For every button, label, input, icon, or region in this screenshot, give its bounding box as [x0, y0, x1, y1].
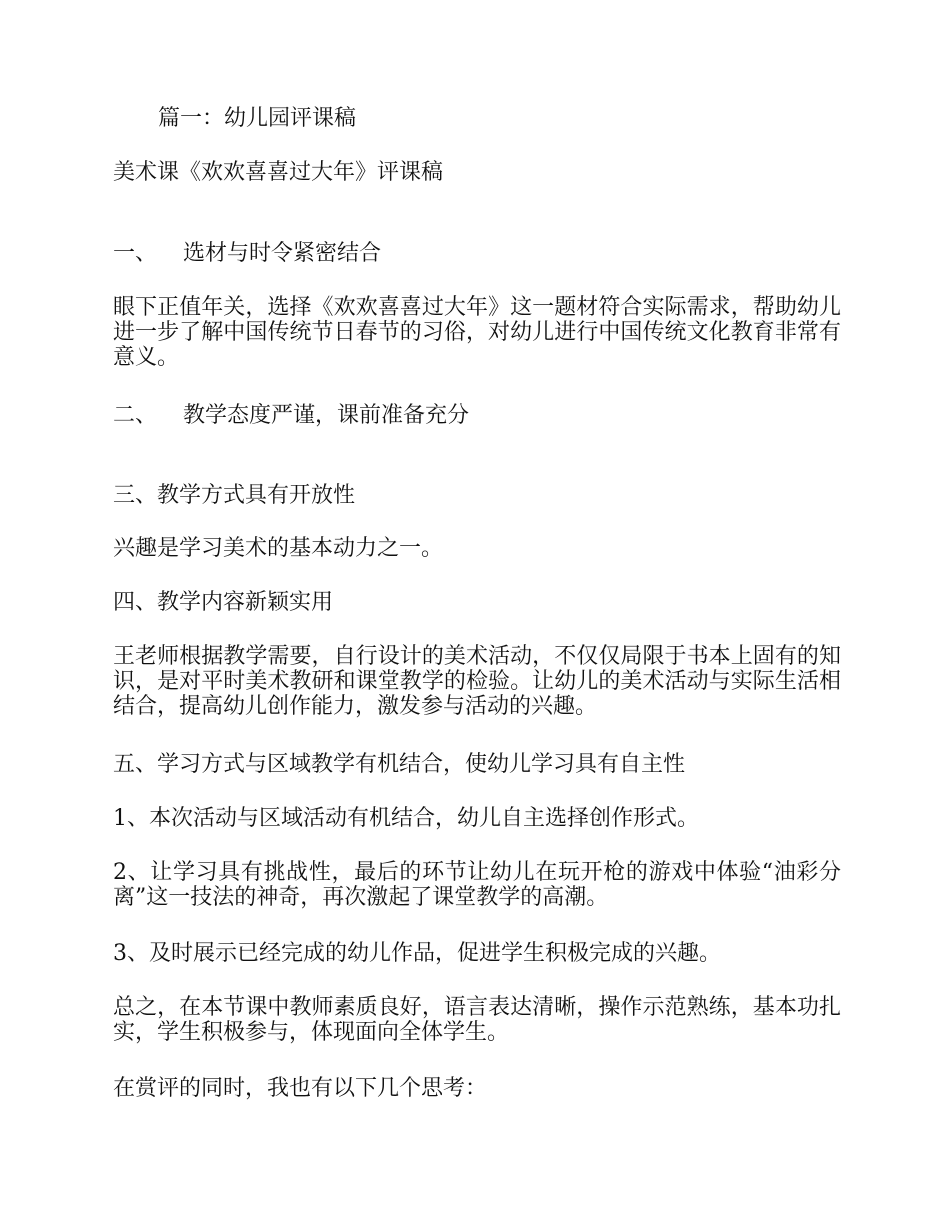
list-item: 1、本次活动与区域活动有机结合，幼儿自主选择创作形式。	[113, 806, 699, 831]
section-1-number: 一、	[113, 241, 158, 266]
section-3-paragraph: 兴趣是学习美术的基本动力之一。	[113, 536, 444, 561]
document-heading: 篇一：幼儿园评课稿	[158, 106, 357, 131]
section-1-title: 选材与时令紧密结合	[183, 241, 382, 266]
section-5-heading: 五、学习方式与区域教学有机结合，使幼儿学习具有自主性	[113, 752, 686, 777]
list-item: 3、及时展示已经完成的幼儿作品，促进学生积极完成的兴趣。	[113, 941, 721, 966]
list-item: 2、让学习具有挑战性，最后的环节让幼儿在玩开枪的游戏中体验“油彩分离”这一技法的神奇，再次激起了课堂教学的高潮。	[113, 860, 841, 910]
section-4-paragraph: 王老师根据教学需要，自行设计的美术活动，不仅仅局限于书本上固有的知识，是对平时美术教研和课堂教学的检验。让幼儿的美术活动与实际生活相结合，提高幼儿创作能力，激发参与活动的兴趣。	[113, 644, 841, 719]
section-2-number: 二、	[113, 403, 158, 428]
section-2-heading	[113, 403, 843, 428]
section-2-title: 教学态度严谨，课前准备充分	[183, 403, 470, 428]
document-subtitle: 美术课《欢欢喜喜过大年》评课稿	[113, 160, 444, 185]
section-4-heading: 四、教学内容新颖实用	[113, 590, 334, 615]
closing-line: 在赏评的同时，我也有以下几个思考：	[113, 1076, 488, 1101]
section-1-paragraph: 眼下正值年关，选择《欢欢喜喜过大年》这一题材符合实际需求，帮助幼儿进一步了解中国传统节日春节的习俗，对幼儿进行中国传统文化教育非常有意义。	[113, 295, 841, 370]
summary-paragraph: 总之，在本节课中教师素质良好，语言表达清晰，操作示范熟练，基本功扎实，学生积极参与，体现面向全体学生。	[113, 995, 841, 1045]
section-3-heading: 三、教学方式具有开放性	[113, 483, 356, 508]
section-1-heading	[113, 241, 843, 266]
